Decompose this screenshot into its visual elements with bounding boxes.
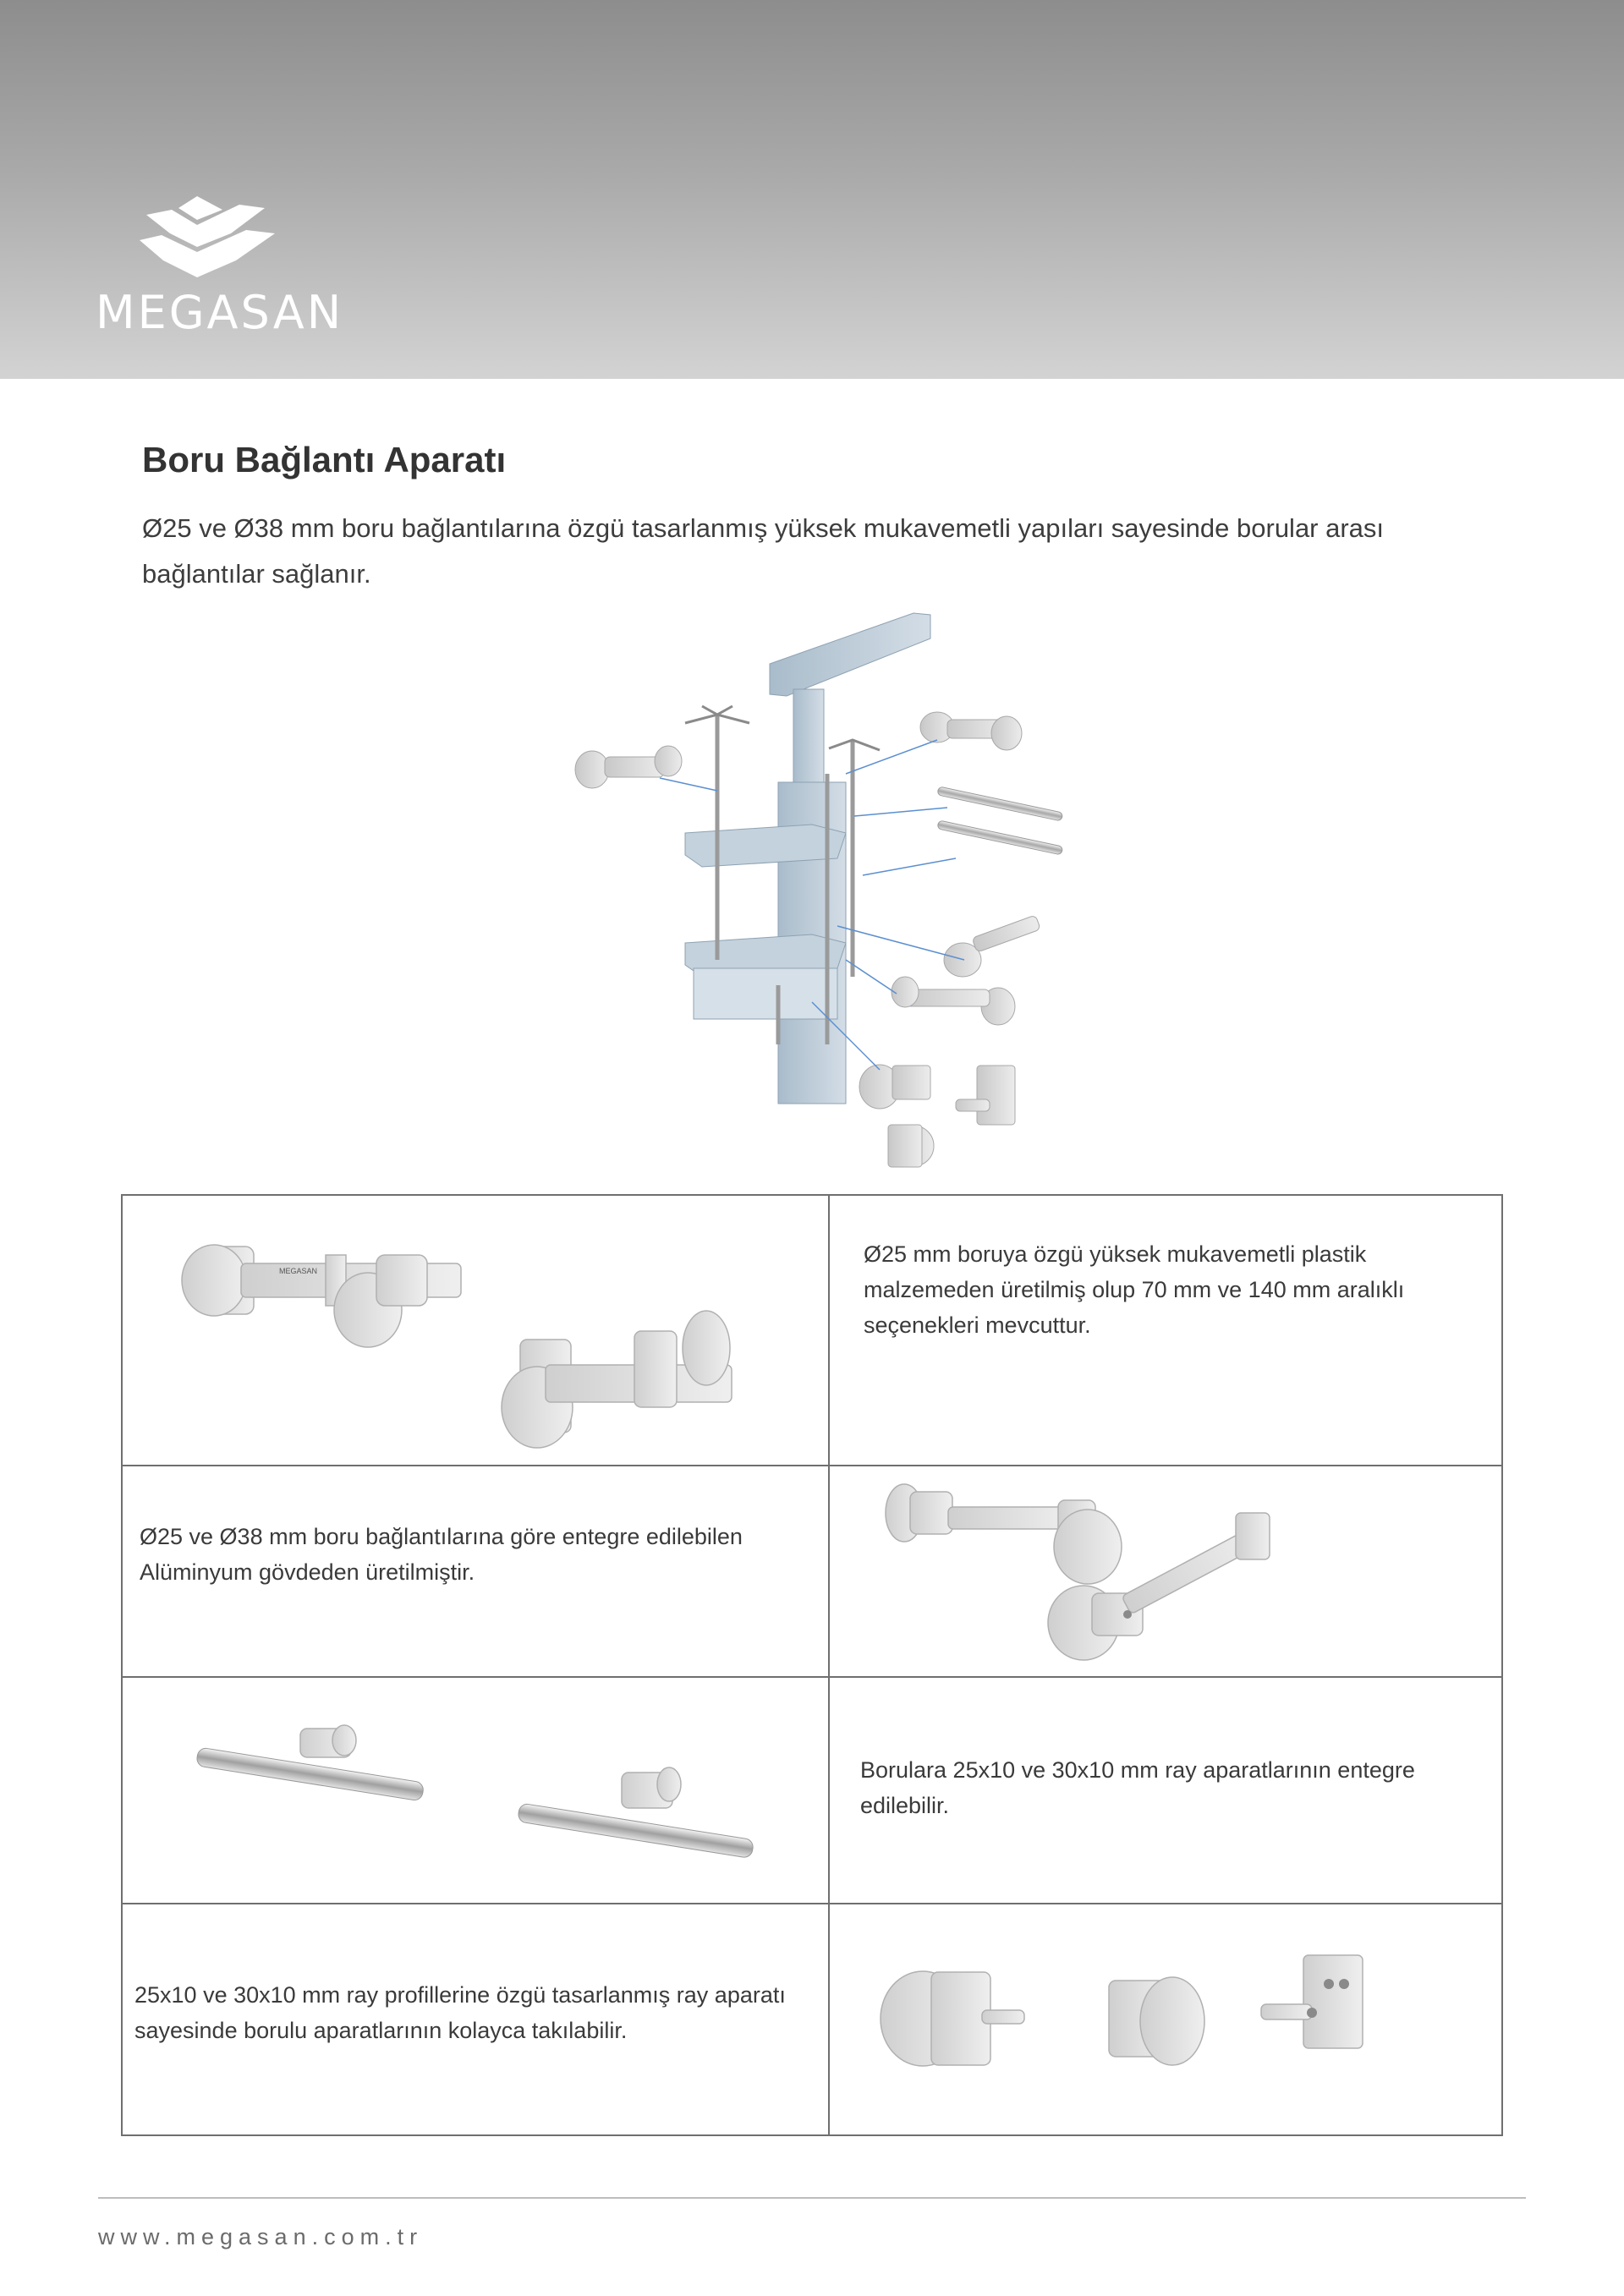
table-row-2-image xyxy=(830,1466,1503,1676)
part-brand-label: MEGASAN xyxy=(279,1267,318,1275)
footer-website-link[interactable]: www.megasan.com.tr xyxy=(98,2224,424,2249)
table-row-2-text-cell xyxy=(123,1466,828,1676)
header-banner xyxy=(0,0,1624,379)
table-row-1-text-cell xyxy=(830,1196,1503,1465)
table-row-4-text-cell xyxy=(123,1904,828,2134)
feature-table xyxy=(121,1194,1503,2136)
table-row-4-text: 25x10 ve 30x10 mm ray profillerine özgü tasarlanmış ray aparatı sayesinde borulu aparatlarının kolayca takılabilir. xyxy=(134,1982,786,2043)
table-row-1-text: Ø25 mm boruya özgü yüksek mukavemetli plastik malzemeden üretilmiş olup 70 mm ve 140 mm aralıklı seçenekleri mevcuttur. xyxy=(864,1241,1405,1338)
table-row-4-image xyxy=(830,1904,1503,2134)
intro-paragraph: Ø25 ve Ø38 mm boru bağlantılarına özgü tasarlanmış yüksek mukavemetli yapıları sayesinde borular arası bağlantılar sağlanır. xyxy=(142,513,1385,589)
pendant-exploded-view-icon xyxy=(558,605,1083,1180)
table-row-3-text: Borulara 25x10 ve 30x10 mm ray aparatlarının entegre edilebilir. xyxy=(860,1757,1415,1818)
brand-logo[interactable] xyxy=(96,196,409,339)
pendant-system-illustration xyxy=(558,605,1083,1180)
table-row-3-text-cell xyxy=(830,1678,1503,1903)
aluminium-pipe-connector-icon xyxy=(830,1466,1503,1676)
megasan-bird-logo-icon xyxy=(96,196,307,281)
plastic-pipe-connector-icon xyxy=(123,1196,828,1465)
table-row-1-image xyxy=(123,1196,828,1465)
table-row-2-text: Ø25 ve Ø38 mm boru bağlantılarına göre entegre edilebilen Alüminyum gövdeden üretilmiştir. xyxy=(140,1524,743,1585)
brand-name: MEGASAN xyxy=(96,286,344,339)
page-title: Boru Bağlantı Aparatı xyxy=(142,440,507,479)
table-row-3-image xyxy=(123,1678,828,1903)
rail-clamp-icon xyxy=(830,1904,1503,2134)
rail-adapter-icon xyxy=(123,1678,828,1903)
footer-divider xyxy=(98,2197,1526,2199)
